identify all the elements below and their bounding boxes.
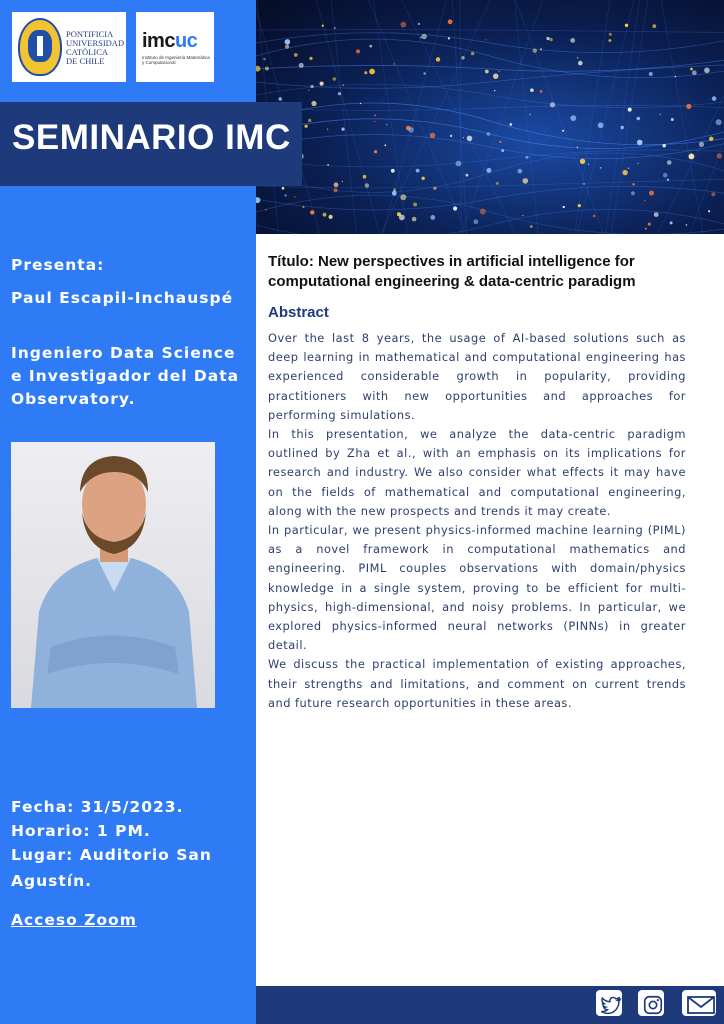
presenta-label: Presenta: bbox=[11, 256, 105, 274]
event-location: Lugar: Auditorio San Agustín. bbox=[11, 846, 212, 890]
hero-network-image bbox=[256, 0, 724, 234]
mail-icon[interactable] bbox=[680, 988, 718, 1018]
seminar-banner bbox=[0, 102, 302, 186]
uc-seal-icon bbox=[18, 18, 62, 76]
abstract-paragraph: In this presentation, we analyze the data-centric paradigm outlined by Zha et al., with an emphasis on its implications for research and industry. We also consider what effects it may have on the fields of mathematical and computational engineering, along with the new prospects and trends it may create. bbox=[268, 427, 686, 518]
uc-logo-text: PONTIFICIA UNIVERSIDAD CATÓLICA DE CHILE bbox=[66, 29, 125, 66]
instagram-icon[interactable] bbox=[636, 988, 666, 1018]
presenter-photo bbox=[11, 442, 215, 708]
talk-title: Título: New perspectives in artificial intelligence for computational engineering & data-centric paradigm bbox=[268, 253, 636, 290]
abstract-paragraph: Over the last 8 years, the usage of AI-based solutions such as deep learning in mathematical and computational engineering has experienced considerable growth in popularity, providing practitioners with new opportunities and approaches for performing simulations. bbox=[268, 331, 686, 422]
presenter-role: Ingeniero Data Science e Investigador del Data Observatory. bbox=[11, 344, 240, 408]
abstract-heading: Abstract bbox=[268, 304, 329, 321]
abstract-paragraph: In particular, we present physics-informed machine learning (PIML) as a novel framework in computational mathematics and engineering. PIML couples observations with domain/physics knowledge in a single system, proving to be efficient for multi-physics, high-dimensional, and noisy problems. In particular, we explored physics-informed neural networks (PINNs) in greater detail. bbox=[268, 523, 686, 653]
zoom-access-link[interactable]: Acceso Zoom bbox=[11, 911, 137, 929]
imc-logo bbox=[136, 12, 214, 82]
twitter-icon[interactable] bbox=[594, 988, 624, 1018]
presenter-name: Paul Escapil-Inchauspé bbox=[11, 289, 234, 307]
event-time: Horario: 1 PM. bbox=[11, 822, 151, 840]
abstract-body bbox=[268, 329, 686, 713]
uc-logo bbox=[12, 12, 126, 82]
abstract-paragraph: We discuss the practical implementation of existing approaches, their strengths and limitations, and comment on current trends and future research opportunities in these areas. bbox=[268, 657, 686, 710]
imc-logo-wordmark: imcuc bbox=[142, 30, 198, 52]
talk-content bbox=[268, 252, 686, 713]
seminar-title: SEMINARIO IMC bbox=[12, 118, 291, 157]
imc-logo-subtitle: Instituto de Ingeniería Matemática y Computacional bbox=[142, 55, 210, 65]
event-date: Fecha: 31/5/2023. bbox=[11, 798, 184, 816]
